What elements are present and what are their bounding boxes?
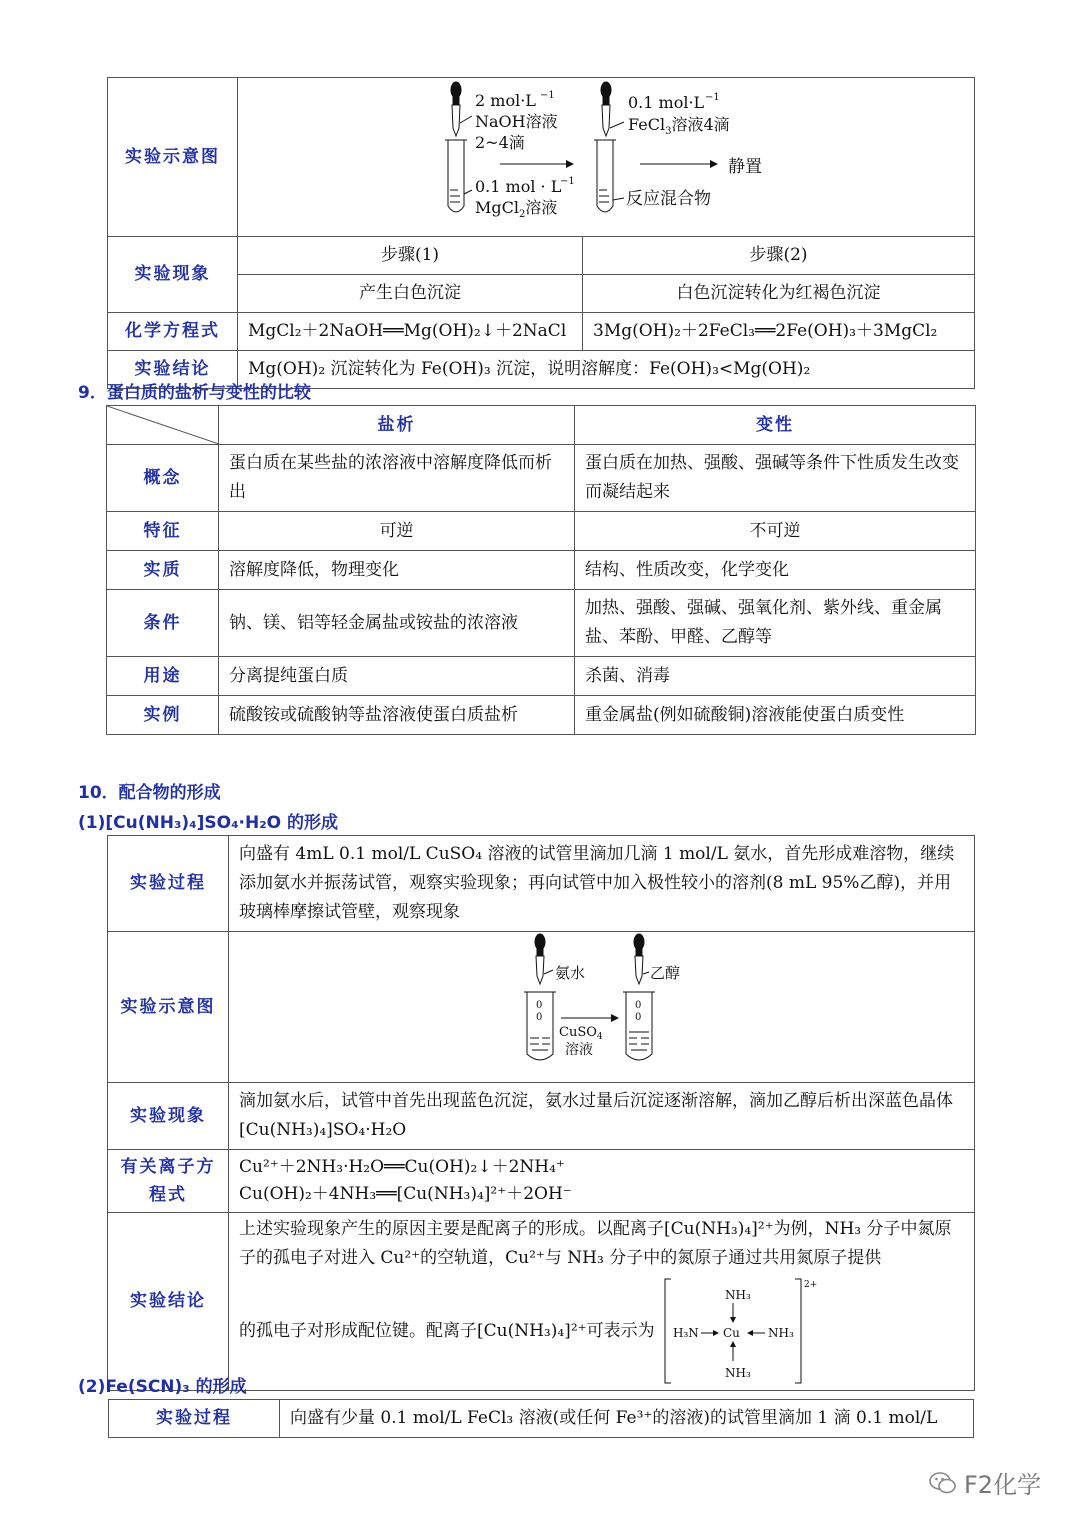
subsection-2-title: (2)Fe(SCN)₃ 的形成 [78,1377,247,1397]
svg-text:0.1 mol · L: 0.1 mol · L [475,177,562,196]
svg-text:静置: 静置 [728,157,762,177]
svg-text:氨水: 氨水 [555,964,586,982]
arrow-icon [500,160,574,168]
svg-text:2~4滴: 2~4滴 [475,133,525,152]
row-label-essence: 实质 [107,551,219,590]
arrow-icon [640,160,718,168]
svg-text:MgCl2溶液: MgCl$_2$溶液 [475,198,558,220]
svg-text:NaOH溶液: NaOH溶液 [475,112,558,131]
header-denaturation: 变性 [575,406,976,445]
equation-2: 3Mg(OH)₂＋2FeCl₃══2Fe(OH)₃＋3MgCl₂ [583,313,975,351]
diagonal-header-cell [107,406,219,445]
ion-equation-1: Cu²⁺＋2NH₃·H₂O══Cu(OH)₂↓＋2NH₄⁺ [239,1157,565,1177]
complex-diagram-cell [229,932,975,1083]
complex-formation-table [107,835,975,1391]
concept-denaturation: 蛋白质在加热、强酸、强碱等条件下性质发生改变而凝结起来 [575,445,976,512]
ion-equation-2: Cu(OH)₂＋4NH₃══[Cu(NH₃)₄]²⁺＋2OH⁻ [239,1184,572,1204]
row-label-procedure-2: 实验过程 [109,1400,280,1438]
svg-text:0: 0 [635,1000,642,1011]
complex-diagram [229,932,973,1072]
svg-text:CuSO4: CuSO$_4$ [559,1025,603,1042]
section-9-title: 9．蛋白质的盐析与变性的比较 [78,383,311,403]
svg-text:2+: 2+ [803,1280,817,1290]
equation-1: MgCl₂＋2NaOH══Mg(OH)₂↓＋2NaCl [238,313,583,351]
section-10-title: 10．配合物的形成 [78,783,221,803]
step2-header: 步骤(2) [583,237,975,275]
essence-denaturation: 结构、性质改变，化学变化 [575,551,976,590]
arrow-icon [561,1014,619,1022]
test-tube-icon [524,992,556,1060]
svg-text:−1: −1 [560,176,575,187]
row-label-diagram: 实验示意图 [108,78,238,237]
svg-text:Cu: Cu [722,1326,740,1340]
svg-text:乙醇: 乙醇 [650,964,681,982]
use-denaturation: 杀菌、消毒 [575,657,976,696]
svg-text:FeCl3溶液4滴: FeCl$_3$溶液4滴 [628,115,730,137]
row-label-conclusion: 实验结论 [108,351,238,389]
svg-text:NH₃: NH₃ [724,1366,751,1380]
wechat-icon [928,1470,958,1496]
row-label-use: 用途 [107,657,219,696]
dropper-icon [535,934,545,984]
header-salting-out: 盐析 [219,406,575,445]
dropper-icon [451,82,461,136]
svg-text:NH₃: NH₃ [724,1288,751,1302]
diagonal-line [107,406,219,444]
svg-text:0.1 mol·L: 0.1 mol·L [628,93,705,112]
row-label-concept: 概念 [107,445,219,512]
row-label-diagram: 实验示意图 [108,932,229,1083]
example-salting-out: 硫酸铵或硫酸钠等盐溶液使蛋白质盐析 [219,696,575,735]
row-label-phenomenon: 实验现象 [108,1083,229,1150]
example-denaturation: 重金属盐(例如硫酸铜)溶液能使蛋白质变性 [575,696,976,735]
feature-denaturation: 不可逆 [575,512,976,551]
row-label-ion-equation: 有关离子方程式 [108,1150,229,1213]
row-label-feature: 特征 [107,512,219,551]
concept-salting-out: 蛋白质在某些盐的浓溶液中溶解度降低而析出 [219,445,575,512]
svg-text:2 mol·L: 2 mol·L [475,91,536,110]
svg-text:溶液: 溶液 [565,1042,593,1058]
use-salting-out: 分离提纯蛋白质 [219,657,575,696]
essence-salting-out: 溶解度降低，物理变化 [219,551,575,590]
subsection-1-title: (1)[Cu(NH₃)₄]SO₄·H₂O 的形成 [78,813,339,833]
conclusion-cell [229,1213,975,1391]
svg-text:H₃N: H₃N [672,1326,699,1340]
watermark [928,1465,1041,1500]
svg-text:0: 0 [536,1012,543,1023]
svg-text:−1: −1 [705,92,720,103]
test-tube-icon [445,140,467,212]
conclusion-text: Mg(OH)₂ 沉淀转化为 Fe(OH)₃ 沉淀，说明溶解度：Fe(OH)₃<Mg(OH)₂ [238,351,975,389]
test-tube-icon [623,992,655,1060]
experiment-diagram-cell [238,78,975,237]
watermark-text: F2化学 [964,1471,1042,1499]
svg-text:NH₃: NH₃ [767,1326,794,1340]
feature-salting-out: 可逆 [219,512,575,551]
precipitation-conversion-table [107,77,975,389]
row-label-procedure: 实验过程 [108,836,229,932]
conclusion-text-b: 的孤电子对形成配位键。配离子[Cu(NH₃)₄]²⁺可表示为 [239,1320,655,1341]
row-label-example: 实例 [107,696,219,735]
protein-comparison-table [106,405,976,735]
svg-text:0: 0 [635,1012,642,1023]
step1-header: 步骤(1) [238,237,583,275]
row-label-phenomenon: 实验现象 [108,237,238,313]
dropper-icon [634,934,644,984]
precipitation-diagram [238,78,973,226]
test-tube-icon [594,140,616,212]
dropper-icon [601,82,611,136]
procedure-text: 向盛有 4mL 0.1 mol/L CuSO₄ 溶液的试管里滴加几滴 1 mol/L 氨水，首先形成难溶物，继续添加氨水并振荡试管，观察实验现象；再向试管中加入极性较小的溶剂(8 mL 95%乙醇)，并用玻璃棒摩擦试管壁，观察现象 [229,836,975,932]
procedure-2-text: 向盛有少量 0.1 mol/L FeCl₃ 溶液(或任何 Fe³⁺的溶液)的试管里滴加 1 滴 0.1 mol/L [280,1400,974,1438]
row-label-conclusion: 实验结论 [108,1213,229,1391]
step2-phenomenon: 白色沉淀转化为红褐色沉淀 [583,275,975,313]
step1-phenomenon: 产生白色沉淀 [238,275,583,313]
phenomenon-text: 滴加氨水后，试管中首先出现蓝色沉淀，氨水过量后沉淀逐渐溶解，滴加乙醇后析出深蓝色晶体[Cu(NH₃)₄]SO₄·H₂O [229,1083,975,1150]
ion-equations [229,1150,975,1213]
svg-text:−1: −1 [540,90,555,101]
conclusion-text-a: 上述实验现象产生的原因主要是配离子的形成。以配离子[Cu(NH₃)₄]²⁺为例，NH₃ 分子中氮原子的孤电子对进入 Cu²⁺的空轨道，Cu²⁺与 NH₃ 分子中的氮原子通过共用氮原子提供 [239,1219,952,1268]
svg-text:0: 0 [536,1000,543,1011]
row-label-equation: 化学方程式 [108,313,238,351]
svg-text:反应混合物: 反应混合物 [626,189,711,209]
conclusion-line-b [239,1277,964,1385]
fescn-formation-table [108,1399,974,1438]
condition-denaturation: 加热、强酸、强碱、强氧化剂、紫外线、重金属盐、苯酚、甲醛、乙醇等 [575,590,976,657]
row-label-condition: 条件 [107,590,219,657]
condition-salting-out: 钠、镁、铝等轻金属盐或铵盐的浓溶液 [219,590,575,657]
complex-ion-structure [661,1277,829,1385]
